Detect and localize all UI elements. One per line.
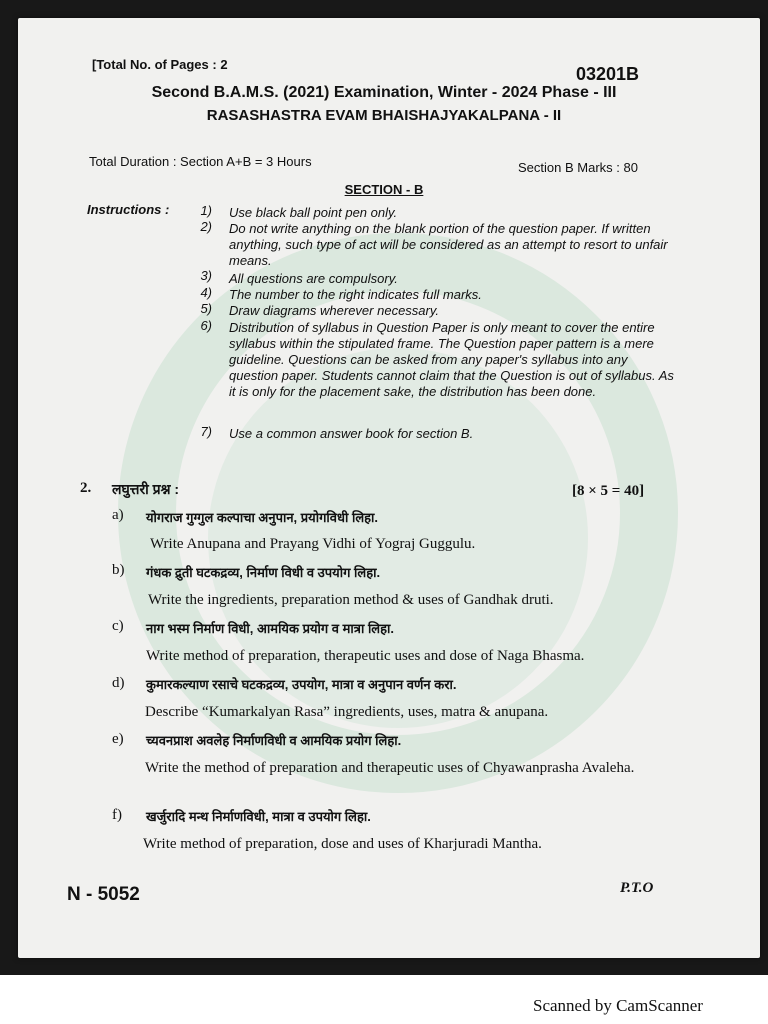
subject-title: RASASHASTRA EVAM BHAISHAJYAKALPANA - II: [206, 107, 562, 124]
footer-code: N - 5052: [67, 884, 140, 905]
sub-question-label: c): [112, 618, 124, 634]
question-heading: लघुत्तरी प्रश्न :: [112, 481, 180, 497]
sub-question-marathi: गंधक द्रुती घटकद्रव्य, निर्माण विधी व उपयोग लिहा.: [146, 565, 381, 580]
instruction-text: Draw diagrams wherever necessary.: [229, 303, 439, 318]
section-heading: SECTION - B: [344, 182, 424, 197]
sub-question-marathi: च्यवनप्राश अवलेह निर्माणविधी व आमयिक प्रयोग लिहा.: [146, 733, 402, 748]
sub-question-english: Write Anupana and Prayang Vidhi of Yograj Guggulu.: [150, 536, 476, 552]
sub-question-english: Write the method of preparation and therapeutic uses of Chyawanprasha Avaleha.: [145, 760, 635, 776]
sub-question-label: a): [112, 507, 124, 523]
sub-question-label: f): [112, 807, 122, 823]
sub-question-english: Write the ingredients, preparation method & uses of Gandhak druti.: [148, 592, 554, 608]
question-marks: [8 × 5 = 40]: [572, 483, 645, 499]
sub-question-marathi: योगराज गुग्गुल कल्पाचा अनुपान, प्रयोगविधी लिहा.: [146, 510, 379, 525]
instruction-number: 2): [200, 219, 212, 234]
instruction-number: 5): [200, 301, 212, 316]
scanner-watermark: Scanned by CamScanner: [533, 996, 703, 1015]
instructions-label: Instructions :: [87, 202, 170, 217]
section-marks: Section B Marks : 80: [518, 160, 638, 175]
sub-question-marathi: खर्जुरादि मन्थ निर्माणविधी, मात्रा व उपयोग लिहा.: [146, 809, 371, 824]
total-duration: Total Duration : Section A+B = 3 Hours: [89, 154, 312, 169]
instruction-number: 6): [200, 318, 212, 333]
sub-question-label: e): [112, 731, 124, 747]
instruction-number: 4): [200, 285, 212, 300]
instruction-text: The number to the right indicates full marks.: [229, 287, 482, 302]
instruction-text: All questions are compulsory.: [229, 271, 398, 286]
sub-question-english: Write method of preparation, dose and uses of Kharjuradi Mantha.: [143, 836, 542, 852]
sub-question-label: d): [112, 675, 125, 691]
instruction-text: Use a common answer book for section B.: [229, 426, 474, 441]
instruction-number: 1): [200, 203, 212, 218]
total-pages: [Total No. of Pages : 2: [92, 57, 228, 72]
sub-question-marathi: कुमारकल्याण रसाचे घटकद्रव्य, उपयोग, मात्रा व अनुपान वर्णन करा.: [146, 677, 457, 692]
instruction-number: 7): [200, 424, 212, 439]
paper-code: 03201B: [576, 64, 640, 84]
instruction-text: Use black ball point pen only.: [229, 205, 398, 220]
instruction-number: 3): [200, 268, 212, 283]
question-number: 2.: [80, 480, 92, 496]
instruction-text: Distribution of syllabus in Question Paper is only meant to cover the entire syllabus within the stipulated frame. The Question paper pattern is a mere guideline. Questions can be asked from any paper's syllabus into any question paper. Students cannot claim that the Question is out of syllabus. As it is only for the placement sake, the distribution has been done.: [229, 320, 674, 399]
sub-question-marathi: नाग भस्म निर्माण विधी, आमयिक प्रयोग व मात्रा लिहा.: [146, 621, 395, 636]
exam-title: Second B.A.M.S. (2021) Examination, Winter - 2024 Phase - III: [151, 84, 617, 101]
instruction-text: Do not write anything on the blank portion of the question paper. If written anything, such type of act will be considered as an attempt to resort to unfair means.: [229, 221, 668, 268]
pto-note: P.T.O: [620, 880, 654, 896]
sub-question-english: Write method of preparation, therapeutic uses and dose of Naga Bhasma.: [146, 648, 585, 664]
sub-question-english: Describe “Kumarkalyan Rasa” ingredients, uses, matra & anupana.: [145, 704, 549, 720]
sub-question-label: b): [112, 562, 125, 578]
